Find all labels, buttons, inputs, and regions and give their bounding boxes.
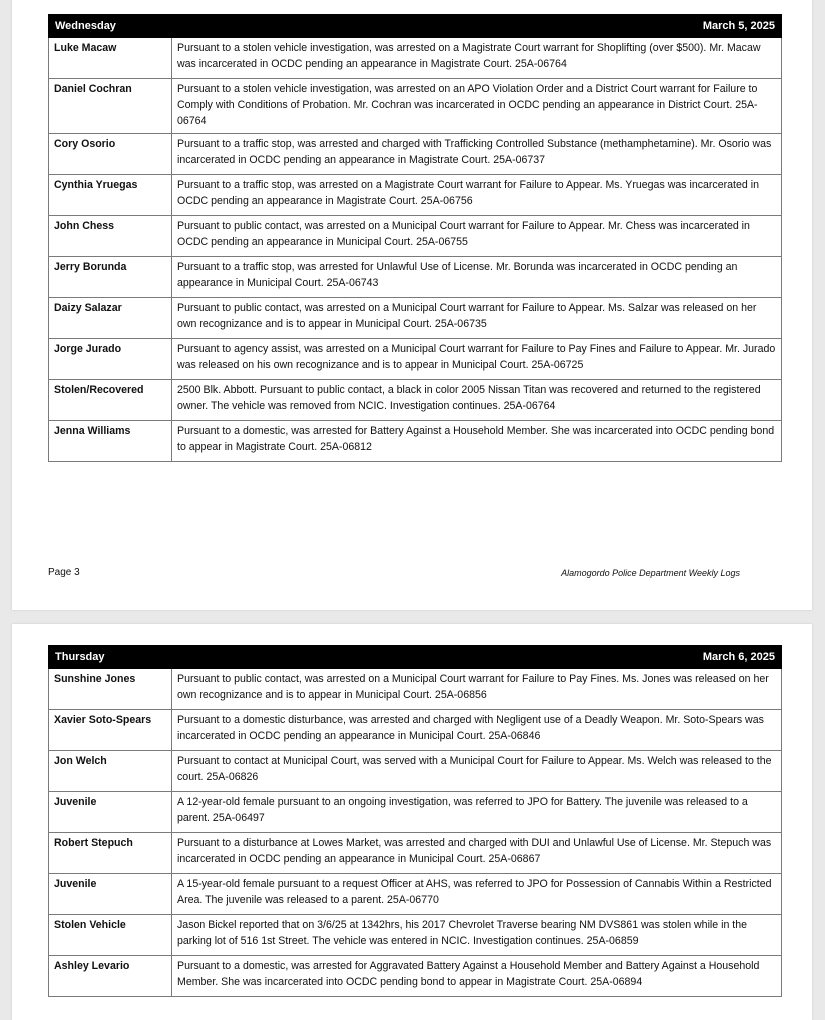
day-header: Thursday <box>49 646 172 669</box>
subject-name: Xavier Soto-Spears <box>49 710 172 751</box>
incident-description: Pursuant to a domestic, was arrested for Battery Against a Household Member. She was incarcerated into OCDC pending bond to appear in Magistrate Court. 25A-06812 <box>172 421 782 462</box>
incident-description: Pursuant to a disturbance at Lowes Market, was arrested and charged with DUI and Unlawful Use of License. Mr. Stepuch was incarcerated in OCDC pending an appearance in Municipal Court. 25A-06867 <box>172 833 782 874</box>
incident-description: Pursuant to a stolen vehicle investigation, was arrested on a Magistrate Court warrant for Shoplifting (over $500). Mr. Macaw was incarcerated in OCDC pending an appearance in Magistrate Court. 25A-06764 <box>172 38 782 79</box>
incident-description: Pursuant to contact at Municipal Court, was served with a Municipal Court for Failure to Appear. Ms. Welch was released to the court. 25A-06826 <box>172 751 782 792</box>
incident-description: 2500 Blk. Abbott. Pursuant to public contact, a black in color 2005 Nissan Titan was recovered and returned to the registered owner. The vehicle was removed from NCIC. Investigation continues. 25A-06764 <box>172 380 782 421</box>
table-row <box>49 339 782 380</box>
subject-name: Ashley Levario <box>49 956 172 997</box>
subject-name: Robert Stepuch <box>49 833 172 874</box>
date-header: March 6, 2025 <box>172 646 782 669</box>
subject-name: Jerry Borunda <box>49 257 172 298</box>
table-row <box>49 216 782 257</box>
log-page-wednesday <box>12 0 812 610</box>
subject-name: Jorge Jurado <box>49 339 172 380</box>
incident-description: Pursuant to public contact, was arrested on a Municipal Court warrant for Failure to Appear. Ms. Salzar was released on her own recognizance and is to appear in Municipal Court. 25A-06735 <box>172 298 782 339</box>
subject-name: Daniel Cochran <box>49 79 172 134</box>
document-title-footer: Alamogordo Police Department Weekly Logs <box>561 568 740 578</box>
incident-description: Pursuant to a stolen vehicle investigation, was arrested on an APO Violation Order and a District Court warrant for Failure to Comply with Conditions of Probation. Mr. Cochran was incarcerated in OCDC pending an appearance in District Court. 25A-06764 <box>172 79 782 134</box>
incident-description: Pursuant to agency assist, was arrested on a Municipal Court warrant for Failure to Pay Fines and Failure to Appear. Mr. Jurado was released on his own recognizance and is to appear in Municipal Court. 25A-06725 <box>172 339 782 380</box>
subject-name: Cynthia Yruegas <box>49 175 172 216</box>
subject-name: Stolen Vehicle <box>49 915 172 956</box>
table-row <box>49 751 782 792</box>
page-number: Page 3 <box>48 567 80 578</box>
subject-name: Jenna Williams <box>49 421 172 462</box>
subject-name: Daizy Salazar <box>49 298 172 339</box>
table-header-row <box>49 15 782 38</box>
table-row <box>49 257 782 298</box>
subject-name: Cory Osorio <box>49 134 172 175</box>
table-row <box>49 38 782 79</box>
table-row <box>49 669 782 710</box>
incident-description: Pursuant to a traffic stop, was arrested and charged with Trafficking Controlled Substance (methamphetamine). Mr. Osorio was incarcerated in OCDC pending an appearance in Magistrate Court. 25A-06737 <box>172 134 782 175</box>
incident-description: A 15-year-old female pursuant to a request Officer at AHS, was referred to JPO for Possession of Cannabis Within a Restricted Area. The juvenile was released to a parent. 25A-06770 <box>172 874 782 915</box>
table-row <box>49 792 782 833</box>
incident-description: Pursuant to a traffic stop, was arrested for Unlawful Use of License. Mr. Borunda was incarcerated in OCDC pending an appearance in Municipal Court. 25A-06743 <box>172 257 782 298</box>
table-row <box>49 134 782 175</box>
subject-name: Stolen/Recovered <box>49 380 172 421</box>
table-row <box>49 915 782 956</box>
table-row <box>49 79 782 134</box>
log-page-thursday <box>12 624 812 1020</box>
subject-name: Luke Macaw <box>49 38 172 79</box>
incident-description: Pursuant to a domestic, was arrested for Aggravated Battery Against a Household Member and Battery Against a Household Member. She was incarcerated into OCDC pending bond to appear in Magistrate Court. 25A-06894 <box>172 956 782 997</box>
table-row <box>49 380 782 421</box>
table-row <box>49 298 782 339</box>
incident-description: A 12-year-old female pursuant to an ongoing investigation, was referred to JPO for Battery. The juvenile was released to a parent. 25A-06497 <box>172 792 782 833</box>
subject-name: Juvenile <box>49 792 172 833</box>
wednesday-log-table <box>48 14 782 462</box>
table-row <box>49 833 782 874</box>
incident-description: Pursuant to public contact, was arrested on a Municipal Court warrant for Failure to Pay Fines. Ms. Jones was released on her own recognizance and is to appear in Municipal Court. 25A-06856 <box>172 669 782 710</box>
date-header: March 5, 2025 <box>172 15 782 38</box>
table-row <box>49 175 782 216</box>
table-row <box>49 421 782 462</box>
table-header-row <box>49 646 782 669</box>
incident-description: Pursuant to a traffic stop, was arrested on a Magistrate Court warrant for Failure to Appear. Ms. Yruegas was incarcerated in OCDC pending an appearance in Magistrate Court. 25A-06756 <box>172 175 782 216</box>
table-row <box>49 956 782 997</box>
subject-name: Juvenile <box>49 874 172 915</box>
subject-name: John Chess <box>49 216 172 257</box>
table-row <box>49 710 782 751</box>
incident-description: Jason Bickel reported that on 3/6/25 at 1342hrs, his 2017 Chevrolet Traverse bearing NM DVS861 was stolen while in the parking lot of 516 1st Street. The vehicle was entered in NCIC. Investigation continues. 25A-06859 <box>172 915 782 956</box>
subject-name: Jon Welch <box>49 751 172 792</box>
subject-name: Sunshine Jones <box>49 669 172 710</box>
incident-description: Pursuant to a domestic disturbance, was arrested and charged with Negligent use of a Deadly Weapon. Mr. Soto-Spears was incarcerated in OCDC pending an appearance in Municipal Court. 25A-06846 <box>172 710 782 751</box>
thursday-log-table <box>48 645 782 997</box>
incident-description: Pursuant to public contact, was arrested on a Municipal Court warrant for Failure to Appear. Mr. Chess was incarcerated in OCDC pending an appearance in Municipal Court. 25A-06755 <box>172 216 782 257</box>
table-row <box>49 874 782 915</box>
day-header: Wednesday <box>49 15 172 38</box>
